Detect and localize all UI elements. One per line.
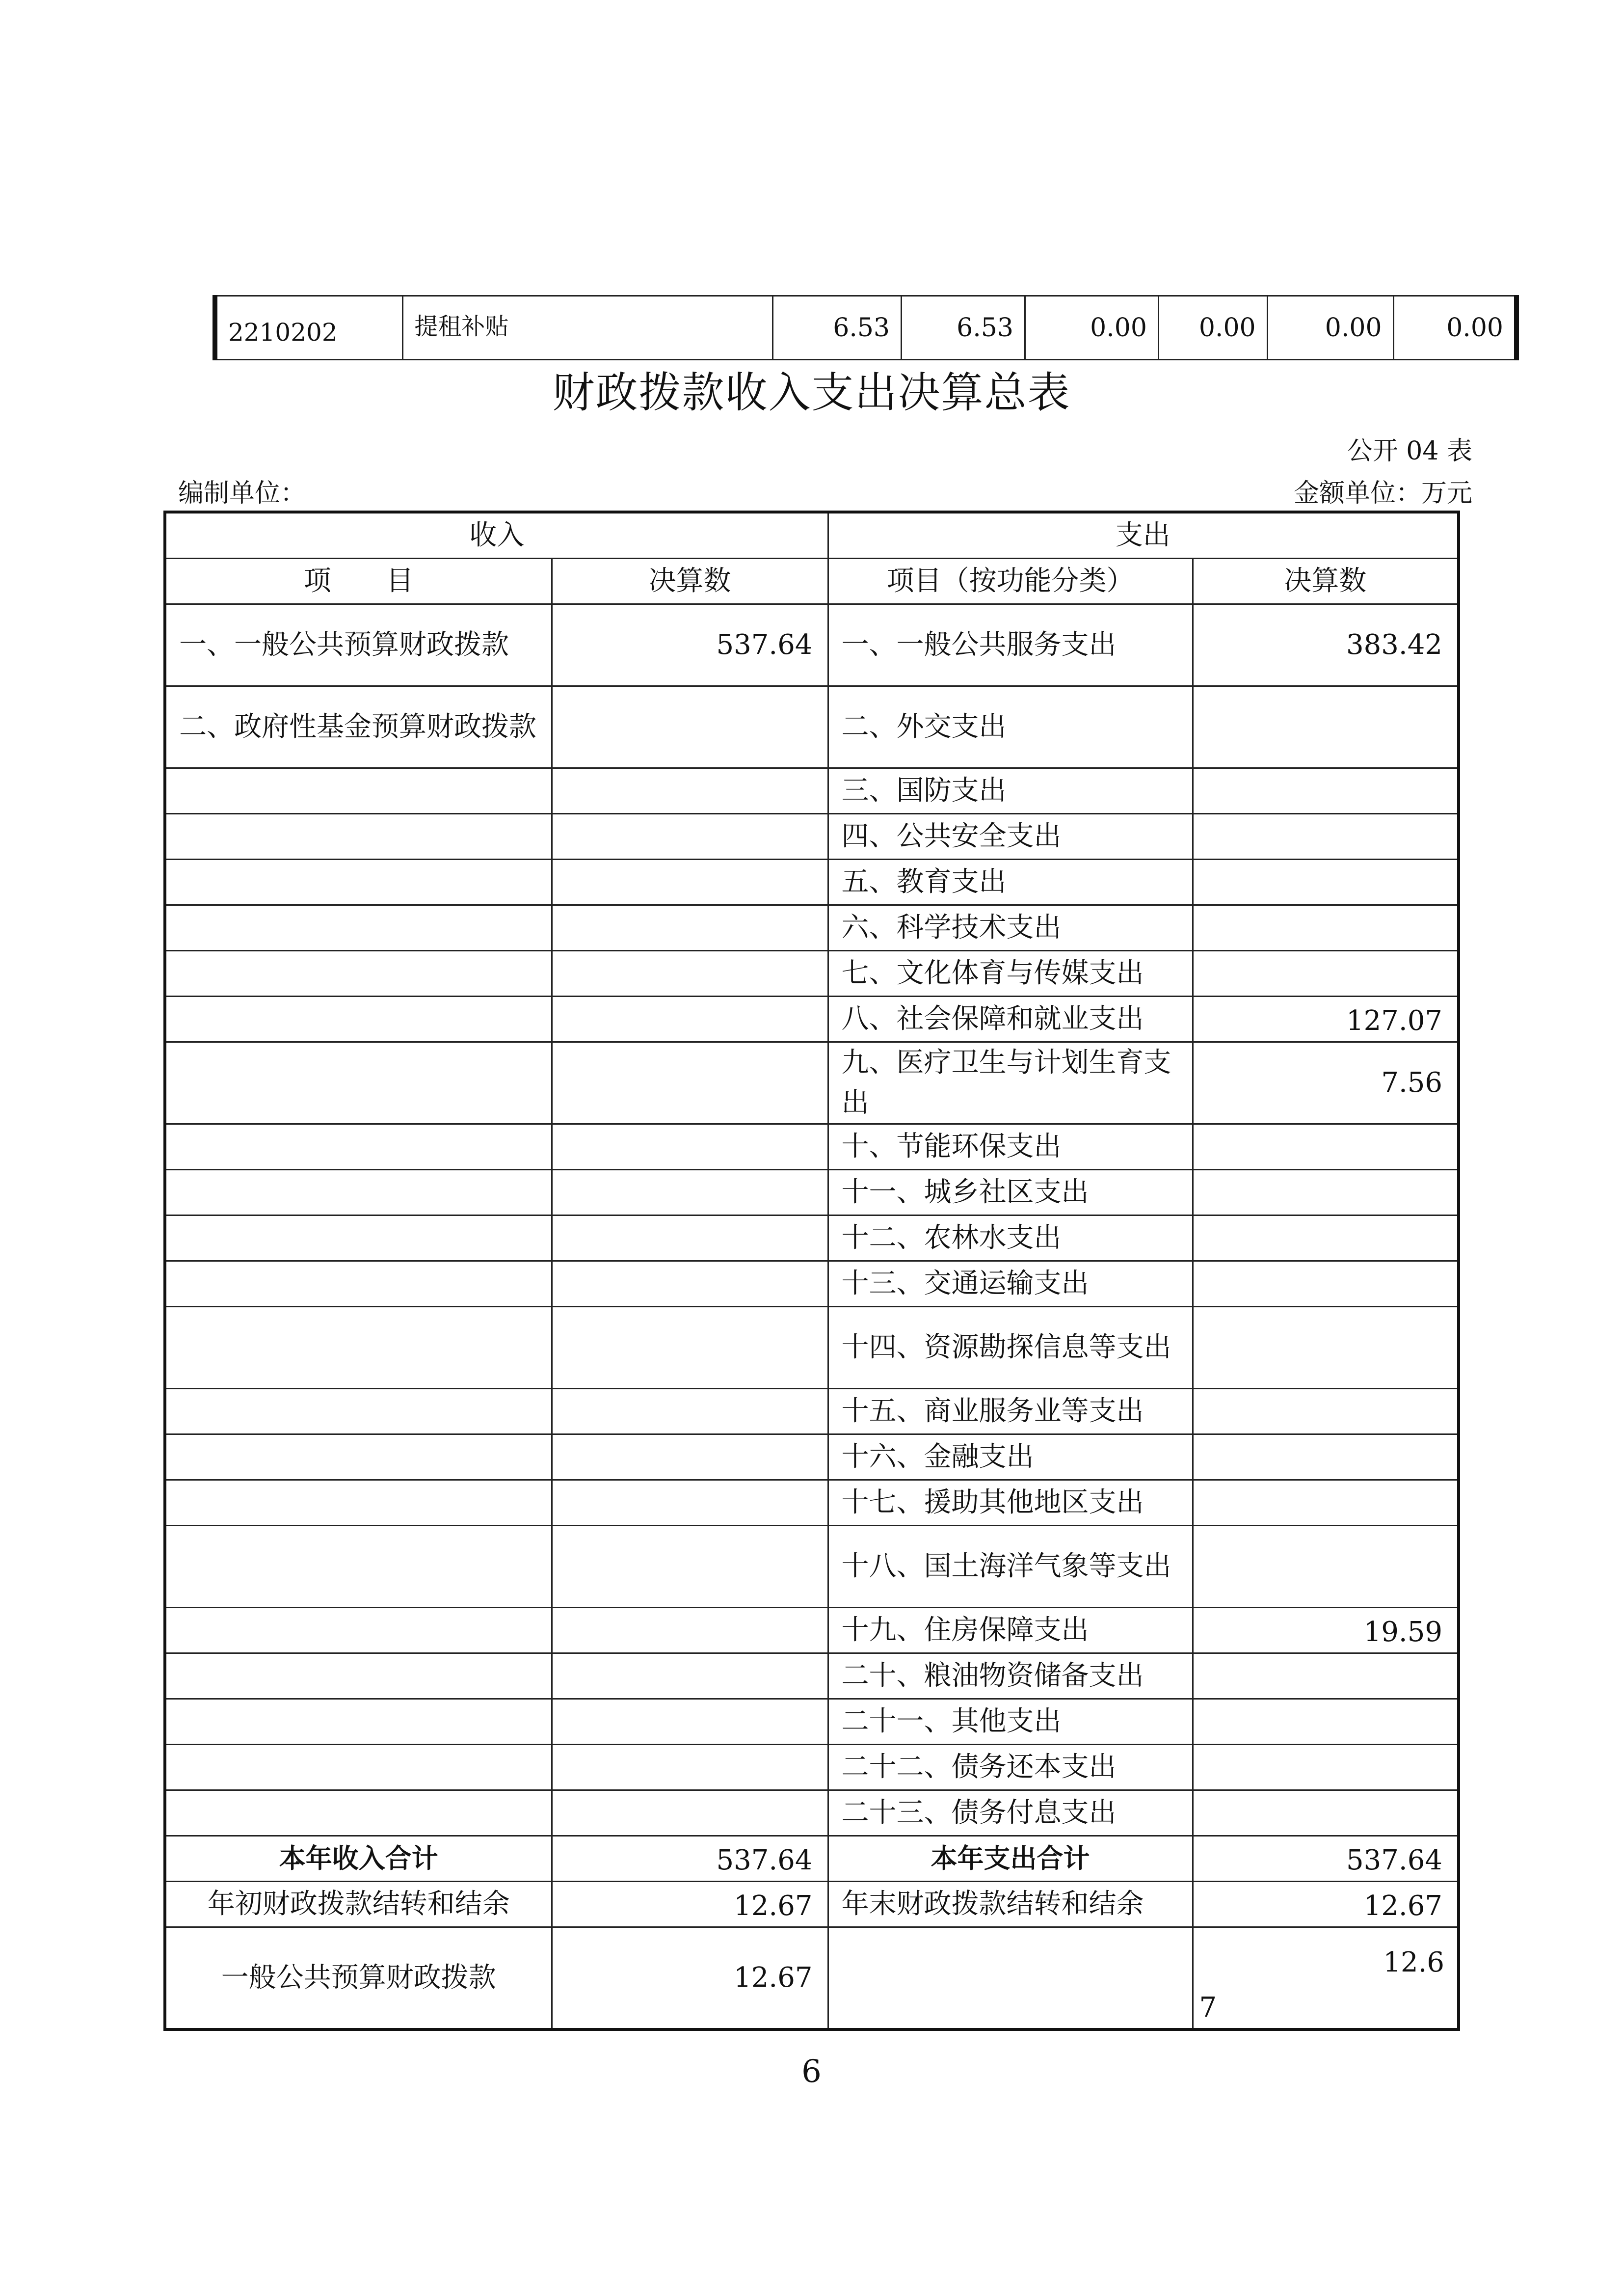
table-row — [165, 1434, 1459, 1480]
table-row — [165, 1389, 1459, 1434]
item-function-header: 项目（按功能分类） — [828, 559, 1193, 604]
table-row — [165, 1170, 1459, 1216]
expense-amount-cell — [1193, 860, 1459, 905]
income-item-cell — [165, 1653, 552, 1699]
income-amount-cell — [552, 1170, 828, 1216]
expense-amount-cell — [1193, 1124, 1459, 1170]
table-row — [165, 1653, 1459, 1699]
general-budget-row — [165, 1927, 1459, 2030]
expense-amount-cell — [1193, 1307, 1459, 1389]
income-amount-cell — [552, 1389, 828, 1434]
expense-item-cell: 三、国防支出 — [828, 768, 1193, 814]
income-total-label: 本年收入合计 — [165, 1836, 552, 1882]
income-item-cell — [165, 1124, 552, 1170]
expense-total-label: 本年支出合计 — [828, 1836, 1193, 1882]
amount-header: 决算数 — [552, 559, 828, 604]
income-amount-cell — [552, 905, 828, 951]
page-number: 6 — [801, 2053, 822, 2090]
income-amount-cell — [552, 1480, 828, 1526]
income-amount-cell — [552, 814, 828, 860]
amount-cell: 0.00 — [1025, 296, 1158, 360]
table-row — [165, 1526, 1459, 1608]
expense-amount-cell — [1193, 1434, 1459, 1480]
expense-item-cell: 二十、粮油物资储备支出 — [828, 1653, 1193, 1699]
expense-item-cell: 二十三、债务付息支出 — [828, 1790, 1193, 1836]
expense-amount-cell — [1193, 1790, 1459, 1836]
income-amount-cell — [552, 686, 828, 768]
table-row — [165, 1042, 1459, 1124]
expense-amount-cell — [1193, 686, 1459, 768]
expense-item-cell: 二十二、债务还本支出 — [828, 1745, 1193, 1790]
expense-header: 支出 — [828, 512, 1459, 559]
expense-item-cell: 十四、资源勘探信息等支出 — [828, 1307, 1193, 1389]
expense-item-cell: 二十一、其他支出 — [828, 1699, 1193, 1745]
amount-cell: 0.00 — [1158, 296, 1267, 360]
income-amount-cell — [552, 1699, 828, 1745]
expense-item-cell: 十六、金融支出 — [828, 1434, 1193, 1480]
table-row — [165, 1699, 1459, 1745]
income-amount-cell — [552, 1653, 828, 1699]
subject-name: 提租补贴 — [403, 296, 773, 360]
expense-item-cell: 七、文化体育与传媒支出 — [828, 951, 1193, 997]
income-item-cell — [165, 814, 552, 860]
expense-item-cell: 四、公共安全支出 — [828, 814, 1193, 860]
income-item-cell — [165, 1216, 552, 1261]
general-budget-label: 一般公共预算财政拨款 — [165, 1927, 552, 2030]
income-item-cell — [165, 1307, 552, 1389]
expense-amount-cell — [1193, 1170, 1459, 1216]
table-row — [165, 1124, 1459, 1170]
expense-amount-cell — [1193, 1480, 1459, 1526]
income-item-cell — [165, 1434, 552, 1480]
budget-summary-table — [163, 511, 1460, 2031]
expense-total-value: 537.64 — [1193, 1836, 1459, 1882]
table-row — [165, 1216, 1459, 1261]
value-part-a: 12.6 — [1383, 1946, 1444, 1978]
expense-item-cell: 九、医疗卫生与计划生育支出 — [828, 1042, 1193, 1124]
expense-amount-cell: 127.07 — [1193, 997, 1459, 1042]
expense-item-cell: 十二、农林水支出 — [828, 1216, 1193, 1261]
income-amount-cell — [552, 860, 828, 905]
expense-amount-cell — [1193, 1745, 1459, 1790]
expense-amount-cell — [1193, 1389, 1459, 1434]
table-row — [165, 997, 1459, 1042]
amount-cell: 0.00 — [1267, 296, 1393, 360]
income-item-cell — [165, 1790, 552, 1836]
income-item-cell — [165, 1608, 552, 1653]
end-carryover-value: 12.67 — [1193, 1882, 1459, 1927]
expense-amount-cell — [1193, 1653, 1459, 1699]
income-item-cell — [165, 951, 552, 997]
amount-cell: 0.00 — [1393, 296, 1517, 360]
income-item-cell — [165, 1261, 552, 1307]
expense-amount-cell — [1193, 814, 1459, 860]
item-header: 项 目 — [165, 559, 552, 604]
table-row — [165, 768, 1459, 814]
table-row — [165, 905, 1459, 951]
income-total-value: 537.64 — [552, 1836, 828, 1882]
totals-row — [165, 1836, 1459, 1882]
expense-amount-cell — [1193, 768, 1459, 814]
income-amount-cell: 537.64 — [552, 604, 828, 686]
income-item-cell — [165, 1480, 552, 1526]
income-amount-cell — [552, 1042, 828, 1124]
income-item-cell — [165, 1389, 552, 1434]
end-general-budget-value — [1193, 1927, 1459, 2030]
expense-item-cell: 十七、援助其他地区支出 — [828, 1480, 1193, 1526]
expense-item-cell: 八、社会保障和就业支出 — [828, 997, 1193, 1042]
income-item-cell — [165, 1042, 552, 1124]
income-item-cell — [165, 1526, 552, 1608]
income-item-cell — [165, 860, 552, 905]
form-number: 公开 04 表 — [1347, 436, 1472, 466]
income-item-cell — [165, 1170, 552, 1216]
income-amount-cell — [552, 768, 828, 814]
income-amount-cell — [552, 1608, 828, 1653]
expense-amount-cell — [1193, 1526, 1459, 1608]
begin-carryover-label: 年初财政拨款结转和结余 — [165, 1882, 552, 1927]
income-amount-cell — [552, 1124, 828, 1170]
compiling-unit-label: 编制单位： — [178, 479, 306, 508]
general-budget-value: 12.67 — [552, 1927, 828, 2030]
table-row — [165, 951, 1459, 997]
income-amount-cell — [552, 1745, 828, 1790]
expense-amount-cell: 19.59 — [1193, 1608, 1459, 1653]
carryover-row — [165, 1882, 1459, 1927]
table-row — [165, 860, 1459, 905]
income-item-cell: 一、一般公共预算财政拨款 — [165, 604, 552, 686]
expense-item-cell: 六、科学技术支出 — [828, 905, 1193, 951]
expense-item-cell: 十八、国土海洋气象等支出 — [828, 1526, 1193, 1608]
income-item-cell — [165, 768, 552, 814]
income-item-cell — [165, 905, 552, 951]
table-row — [165, 1261, 1459, 1307]
table-row — [165, 604, 1459, 686]
expense-amount-cell — [1193, 905, 1459, 951]
subheader-row — [165, 559, 1459, 604]
end-carryover-label: 年末财政拨款结转和结余 — [828, 1882, 1193, 1927]
amount-cell: 6.53 — [902, 296, 1025, 360]
table-row — [165, 1307, 1459, 1389]
amount-unit-label: 金额单位：万元 — [1293, 479, 1472, 508]
income-amount-cell — [552, 1307, 828, 1389]
expense-amount-cell — [1193, 1699, 1459, 1745]
amount-cell: 6.53 — [773, 296, 902, 360]
empty-cell — [828, 1927, 1193, 2030]
expense-item-cell: 十、节能环保支出 — [828, 1124, 1193, 1170]
expense-item-cell: 五、教育支出 — [828, 860, 1193, 905]
table-row — [165, 1480, 1459, 1526]
expense-item-cell: 十一、城乡社区支出 — [828, 1170, 1193, 1216]
income-amount-cell — [552, 997, 828, 1042]
table-row — [165, 1608, 1459, 1653]
table-row — [165, 814, 1459, 860]
income-amount-cell — [552, 1261, 828, 1307]
amount-header-2: 决算数 — [1193, 559, 1459, 604]
subject-code: 2210202 — [215, 296, 403, 360]
table-row — [165, 686, 1459, 768]
table-body — [165, 604, 1459, 1836]
income-amount-cell — [552, 1216, 828, 1261]
page-title: 财政拨款收入支出决算总表 — [552, 368, 1071, 417]
income-item-cell: 二、政府性基金预算财政拨款 — [165, 686, 552, 768]
expense-item-cell: 十三、交通运输支出 — [828, 1261, 1193, 1307]
income-amount-cell — [552, 1526, 828, 1608]
income-amount-cell — [552, 951, 828, 997]
expense-amount-cell: 7.56 — [1193, 1042, 1459, 1124]
expense-item-cell: 二、外交支出 — [828, 686, 1193, 768]
expense-item-cell: 一、一般公共服务支出 — [828, 604, 1193, 686]
expense-amount-cell — [1193, 1261, 1459, 1307]
previous-table-last-row — [213, 295, 1519, 360]
expense-item-cell: 十九、住房保障支出 — [828, 1608, 1193, 1653]
income-item-cell — [165, 1745, 552, 1790]
expense-item-cell: 十五、商业服务业等支出 — [828, 1389, 1193, 1434]
header-row — [165, 512, 1459, 559]
income-item-cell — [165, 1699, 552, 1745]
table-row — [165, 1790, 1459, 1836]
value-part-b: 7 — [1199, 1992, 1217, 2024]
expense-amount-cell — [1193, 1216, 1459, 1261]
table-row — [165, 1745, 1459, 1790]
begin-carryover-value: 12.67 — [552, 1882, 828, 1927]
income-amount-cell — [552, 1434, 828, 1480]
income-amount-cell — [552, 1790, 828, 1836]
income-header: 收入 — [165, 512, 828, 559]
table-row — [215, 296, 1517, 360]
expense-amount-cell: 383.42 — [1193, 604, 1459, 686]
expense-amount-cell — [1193, 951, 1459, 997]
income-item-cell — [165, 997, 552, 1042]
